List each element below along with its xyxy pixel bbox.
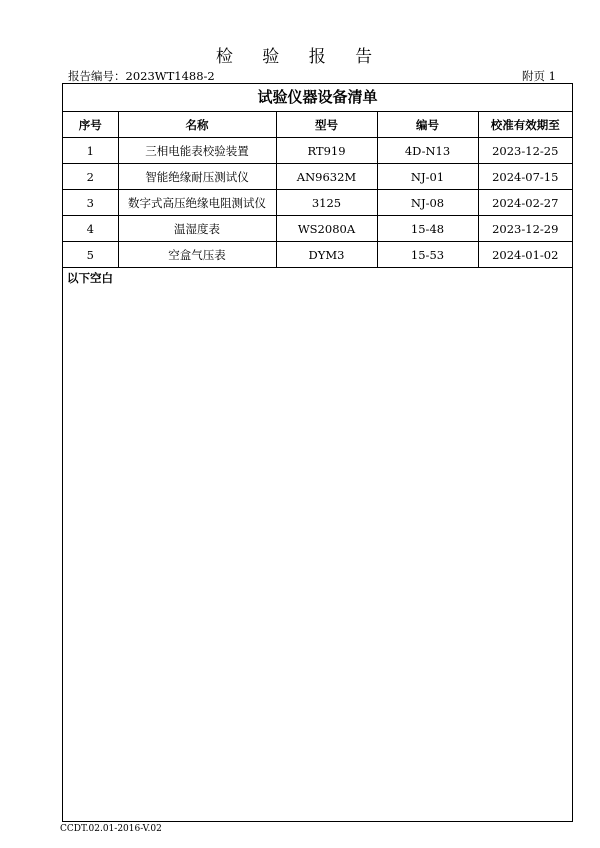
cell-model: 3125 <box>276 190 377 216</box>
cell-index: 5 <box>63 242 118 268</box>
cell-index: 3 <box>63 190 118 216</box>
report-title: 检 验 报 告 <box>215 47 385 67</box>
cell-number: NJ-01 <box>377 164 478 190</box>
cell-model: RT919 <box>276 138 377 164</box>
table-row <box>63 242 572 268</box>
cell-model: DYM3 <box>276 242 377 268</box>
blank-below-note: 以下空白 <box>67 271 113 285</box>
cell-number: 15-53 <box>377 242 478 268</box>
cell-number: 4D-N13 <box>377 138 478 164</box>
col-header-calibration-date: 校准有效期至 <box>478 112 572 138</box>
table-row <box>63 138 572 164</box>
form-code: CCDT.02.01-2016-V.02 <box>60 824 162 834</box>
report-number: 报告编号：2023WT1488-2 <box>68 69 215 83</box>
cell-name: 空盒气压表 <box>118 242 276 268</box>
cell-name: 数字式高压绝缘电阻测试仪 <box>118 190 276 216</box>
col-header-model: 型号 <box>276 112 377 138</box>
cell-index: 4 <box>63 216 118 242</box>
table-row <box>63 190 572 216</box>
table-header-row <box>63 112 572 138</box>
report-frame <box>62 83 573 822</box>
cell-index: 1 <box>63 138 118 164</box>
cell-number: 15-48 <box>377 216 478 242</box>
equipment-table <box>63 112 572 268</box>
page-label: 附页 1 <box>522 69 556 83</box>
table-row <box>63 164 572 190</box>
cell-name: 智能绝缘耐压测试仪 <box>118 164 276 190</box>
cell-number: NJ-08 <box>377 190 478 216</box>
equipment-list-title: 试验仪器设备清单 <box>63 84 572 112</box>
cell-index: 2 <box>63 164 118 190</box>
cell-model: WS2080A <box>276 216 377 242</box>
cell-calibration-date: 2024-07-15 <box>478 164 572 190</box>
cell-name: 温湿度表 <box>118 216 276 242</box>
col-header-number: 编号 <box>377 112 478 138</box>
cell-name: 三相电能表校验装置 <box>118 138 276 164</box>
cell-calibration-date: 2024-01-02 <box>478 242 572 268</box>
col-header-index: 序号 <box>63 112 118 138</box>
cell-calibration-date: 2023-12-25 <box>478 138 572 164</box>
table-row <box>63 216 572 242</box>
cell-calibration-date: 2024-02-27 <box>478 190 572 216</box>
col-header-name: 名称 <box>118 112 276 138</box>
cell-model: AN9632M <box>276 164 377 190</box>
cell-calibration-date: 2023-12-29 <box>478 216 572 242</box>
